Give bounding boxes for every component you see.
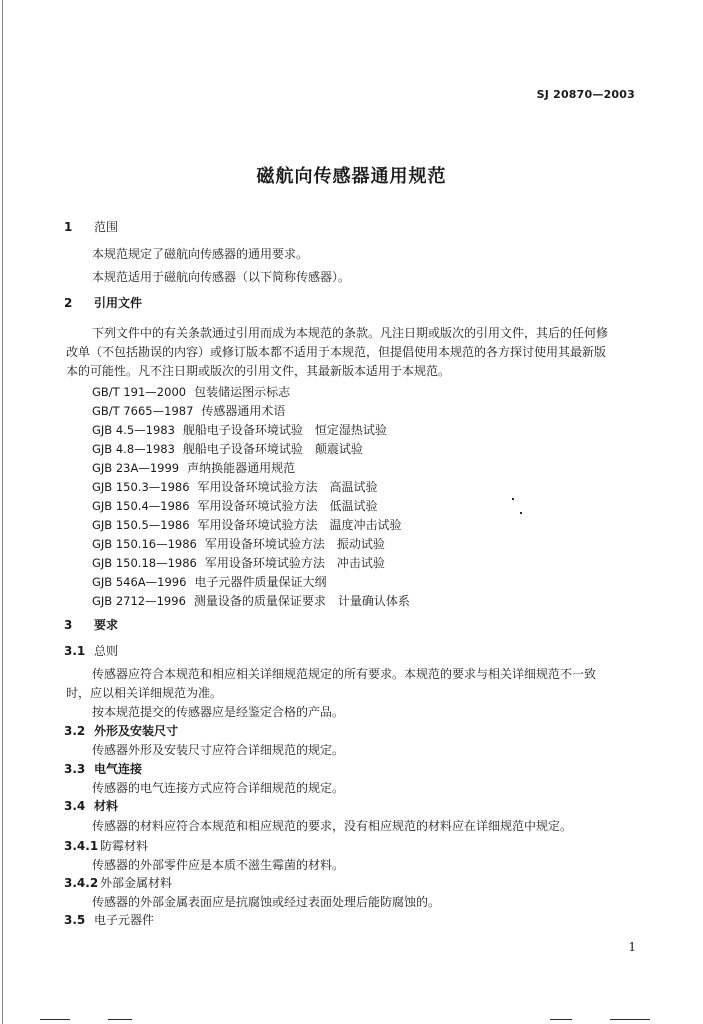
reference-code: GJB 4.5—1983 xyxy=(92,423,175,437)
reference-title: 军用设备环境试验方法 振动试验 xyxy=(204,537,385,551)
reference-item xyxy=(92,592,410,611)
paragraph-line: 传感器应符合本规范和相应相关详细规范规定的所有要求。本规范的要求与相关详细规范不一致 xyxy=(92,667,597,681)
reference-item xyxy=(92,497,378,516)
scan-speck xyxy=(520,512,522,514)
subsection-number: 3.2 xyxy=(64,724,86,738)
reference-item xyxy=(92,535,385,554)
reference-title: 军用设备环境试验方法 低温试验 xyxy=(197,499,378,513)
reference-code: GJB 150.16—1986 xyxy=(92,537,197,551)
reference-code: GJB 4.8—1983 xyxy=(92,442,175,456)
subsection-label: 外形及安装尺寸 xyxy=(94,724,179,738)
paragraph: 本规范适用于磁航向传感器（以下简称传感器）。 xyxy=(92,270,351,284)
reference-code: GJB 150.3—1986 xyxy=(92,480,190,494)
reference-title: 包装储运图示标志 xyxy=(194,385,291,399)
document-title: 磁航向传感器通用规范 xyxy=(256,166,447,187)
section-number: 1 xyxy=(64,220,73,234)
subsection-label: 总则 xyxy=(94,644,119,658)
subsection-number: 3.3 xyxy=(64,762,86,776)
section-label: 要求 xyxy=(94,618,119,632)
subsection-number: 3.1 xyxy=(64,644,86,658)
reference-title: 测量设备的质量保证要求 计量确认体系 xyxy=(193,594,410,608)
reference-code: GJB 2712—1996 xyxy=(92,594,186,608)
page-number: 1 xyxy=(628,940,636,954)
section-number: 2 xyxy=(64,296,73,310)
reference-title: 军用设备环境试验方法 高温试验 xyxy=(197,480,378,494)
paragraph-line: 改单（不包括勘误的内容）或修订版本都不适用于本规范，但提倡使用本规范的各方探讨使用其最新版 xyxy=(66,345,607,359)
paragraph-line: 下列文件中的有关条款通过引用而成为本规范的条款。凡注日期或版次的引用文件，其后的任何修 xyxy=(92,326,609,340)
reference-code: GJB 150.4—1986 xyxy=(92,499,190,513)
paragraph: 本规范规定了磁航向传感器的通用要求。 xyxy=(92,247,309,261)
section-number: 3 xyxy=(64,618,73,632)
reference-item xyxy=(92,440,363,459)
reference-title: 舰船电子设备环境试验 颠震试验 xyxy=(182,442,363,456)
subsection-number: 3.5 xyxy=(64,913,86,927)
scan-speck xyxy=(512,498,514,500)
reference-item xyxy=(92,421,387,440)
scan-mark xyxy=(40,1019,70,1020)
reference-title: 声纳换能器通用规范 xyxy=(187,461,296,475)
reference-code: GJB 546A—1996 xyxy=(92,575,187,589)
subsection-label: 电气连接 xyxy=(94,762,143,776)
paragraph: 传感器的材料应符合本规范和相应规范的要求，没有相应规范的材料应在详细规范中规定。 xyxy=(92,819,573,833)
reference-item xyxy=(92,554,385,573)
paragraph-line: 本的可能性。凡不注日期或版次的引用文件，其最新版本适用于本规范。 xyxy=(66,364,451,378)
reference-code: GJB 23A—1999 xyxy=(92,461,180,475)
reference-item xyxy=(92,402,285,421)
reference-code: GB/T 191—2000 xyxy=(92,385,187,399)
paragraph: 传感器的电气连接方式应符合详细规范的规定。 xyxy=(92,781,345,795)
subsection-number: 3.4.1 xyxy=(64,839,99,853)
reference-title: 军用设备环境试验方法 冲击试验 xyxy=(204,556,385,570)
scan-mark xyxy=(108,1019,132,1020)
scan-edge-line xyxy=(2,0,3,1024)
subsection-label: 防霉材料 xyxy=(100,839,149,853)
reference-code: GJB 150.18—1986 xyxy=(92,556,197,570)
reference-title: 军用设备环境试验方法 温度冲击试验 xyxy=(197,518,402,532)
paragraph-line: 按本规范提交的传感器应是经鉴定合格的产品。 xyxy=(92,705,345,719)
paragraph: 传感器的外部零件应是本质不滋生霉菌的材料。 xyxy=(92,858,345,872)
reference-item xyxy=(92,383,290,402)
subsection-number: 3.4.2 xyxy=(64,876,99,890)
reference-item xyxy=(92,573,326,592)
subsection-label: 电子元器件 xyxy=(94,913,155,927)
paragraph-line: 时，应以相关详细规范为准。 xyxy=(66,686,223,700)
reference-title: 电子元器件质量保证大纲 xyxy=(194,575,327,589)
reference-title: 传感器通用术语 xyxy=(201,404,286,418)
reference-item xyxy=(92,516,402,535)
standard-number: SJ 20870—2003 xyxy=(536,88,635,101)
subsection-label: 外部金属材料 xyxy=(100,876,173,890)
section-label: 范围 xyxy=(94,220,119,234)
scan-mark xyxy=(550,1019,572,1020)
reference-code: GJB 150.5—1986 xyxy=(92,518,190,532)
reference-title: 舰船电子设备环境试验 恒定湿热试验 xyxy=(182,423,387,437)
paragraph: 传感器的外部金属表面应是抗腐蚀或经过表面处理后能防腐蚀的。 xyxy=(92,895,441,909)
subsection-label: 材料 xyxy=(94,799,119,813)
reference-item xyxy=(92,478,378,497)
reference-code: GB/T 7665—1987 xyxy=(92,404,194,418)
subsection-number: 3.4 xyxy=(64,799,86,813)
scan-mark xyxy=(610,1019,650,1020)
section-label: 引用文件 xyxy=(94,296,143,310)
paragraph: 传感器外形及安装尺寸应符合详细规范的规定。 xyxy=(92,743,345,757)
reference-item xyxy=(92,459,295,478)
